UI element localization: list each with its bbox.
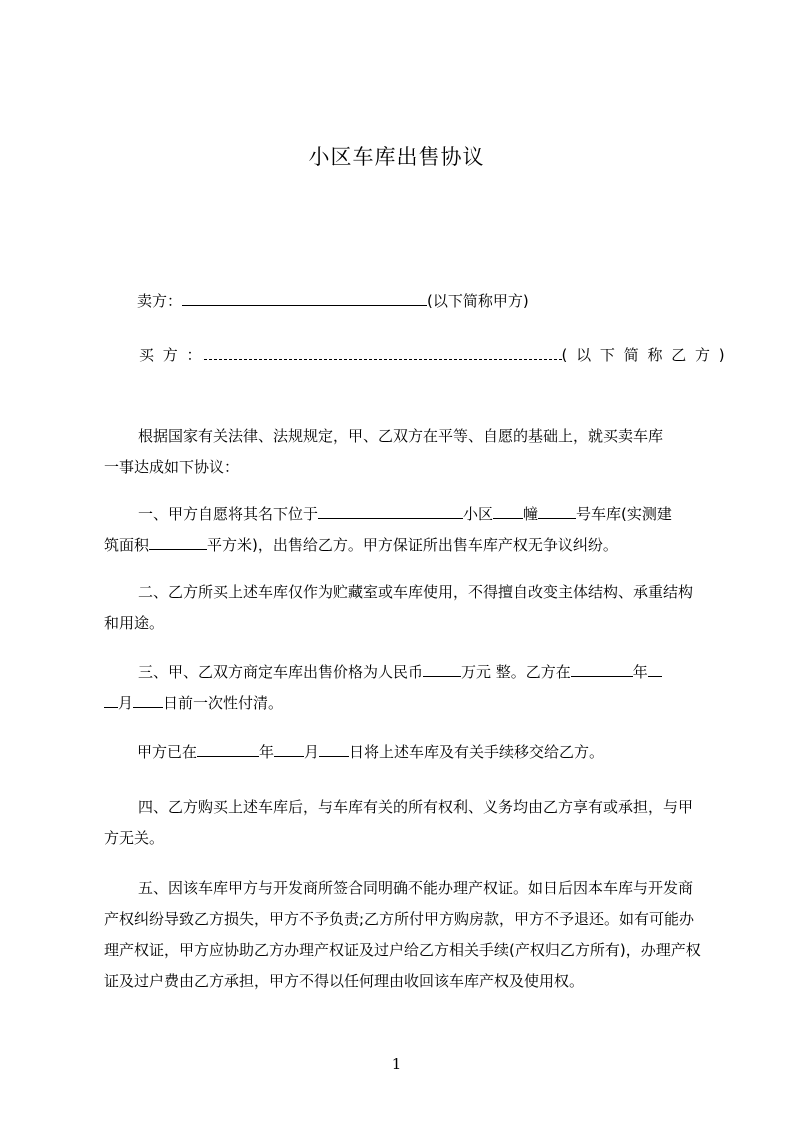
handover-paragraph xyxy=(137,737,707,768)
clause-1-paragraph xyxy=(104,499,702,561)
buyer-suffix: ( 以 下 简 称 乙 方 ) xyxy=(561,346,727,364)
clause-4-paragraph xyxy=(104,792,702,854)
seller-suffix: (以下简称甲方) xyxy=(427,292,529,310)
buyer-line xyxy=(139,345,727,365)
seller-label: 卖方： xyxy=(137,292,183,310)
clause-1-text-d: 号车库(实测建 xyxy=(576,505,672,523)
clause-2-paragraph xyxy=(104,577,702,639)
page-number: 1 xyxy=(391,1055,402,1073)
payment-year-blank[interactable] xyxy=(571,662,633,677)
buyer-name-blank[interactable] xyxy=(204,345,562,360)
clause-1-text-a: 一、甲方自愿将其名下位于 xyxy=(138,505,319,523)
handover-text-d: 日将上述车库及有关手续移交给乙方。 xyxy=(349,743,605,761)
area-blank[interactable] xyxy=(149,535,207,550)
payment-month-blank-b[interactable] xyxy=(104,693,118,708)
clause-5-text: 五、因该车库甲方与开发商所签合同明确不能办理产权证。如日后因本车库与开发商产权纠纷导致乙方损失，甲方不予负责;乙方所付甲方购房款，甲方不予退还。如有可能办理产权证，甲方应协助乙方办理产权证及过户给乙方相关手续(产权归乙方所有)，办理产权证及过户费由乙方承担，甲方不得以任何理由收回该车库产权及使用权。 xyxy=(104,879,701,990)
clause-3-text-d: 月 xyxy=(118,694,134,712)
payment-month-blank-a[interactable] xyxy=(648,662,662,677)
clause-1-text-b: 小区 xyxy=(463,505,494,523)
location-blank[interactable] xyxy=(318,504,463,519)
handover-text-c: 月 xyxy=(304,743,320,761)
seller-line xyxy=(137,291,529,311)
seller-name-blank[interactable] xyxy=(182,291,427,306)
building-blank[interactable] xyxy=(493,504,523,519)
preamble-paragraph xyxy=(104,421,702,483)
preamble-line-2: 一事达成如下协议： xyxy=(104,458,240,476)
handover-text-a: 甲方已在 xyxy=(137,743,198,761)
clause-3-text-c: 年 xyxy=(632,663,648,681)
clause-1-text-c: 幢 xyxy=(523,505,539,523)
buyer-label: 买 方 ： xyxy=(139,346,204,364)
clause-2-text: 二、乙方所买上述车库仅作为贮藏室或车库使用，不得擅自改变主体结构、承重结构和用途。 xyxy=(104,583,694,632)
clause-3-text-b: 万元 整。乙方在 xyxy=(461,663,571,681)
preamble-line-1: 根据国家有关法律、法规规定，甲、乙双方在平等、自愿的基础上，就买卖车库 xyxy=(138,427,664,445)
handover-year-blank[interactable] xyxy=(197,742,259,757)
clause-1-text-e: 筑面积 xyxy=(104,536,150,554)
clause-1-text-f: 平方米)，出售给乙方。甲方保证所出售车库产权无争议纠纷。 xyxy=(207,536,618,554)
clause-3-text-e: 日前一次性付清。 xyxy=(163,694,284,712)
price-blank[interactable] xyxy=(423,662,461,677)
document-title: 小区车库出售协议 xyxy=(308,145,485,169)
garage-number-blank[interactable] xyxy=(538,504,576,519)
handover-month-blank[interactable] xyxy=(274,742,304,757)
clause-3-paragraph xyxy=(104,657,702,719)
clause-3-text-a: 三、甲、乙双方商定车库出售价格为人民币 xyxy=(138,663,424,681)
clause-5-paragraph xyxy=(104,873,702,997)
payment-day-blank[interactable] xyxy=(133,693,163,708)
clause-4-text: 四、乙方购买上述车库后，与车库有关的所有权利、义务均由乙方享有或承担，与甲方无关。 xyxy=(104,798,694,847)
handover-text-b: 年 xyxy=(259,743,275,761)
handover-day-blank[interactable] xyxy=(319,742,349,757)
